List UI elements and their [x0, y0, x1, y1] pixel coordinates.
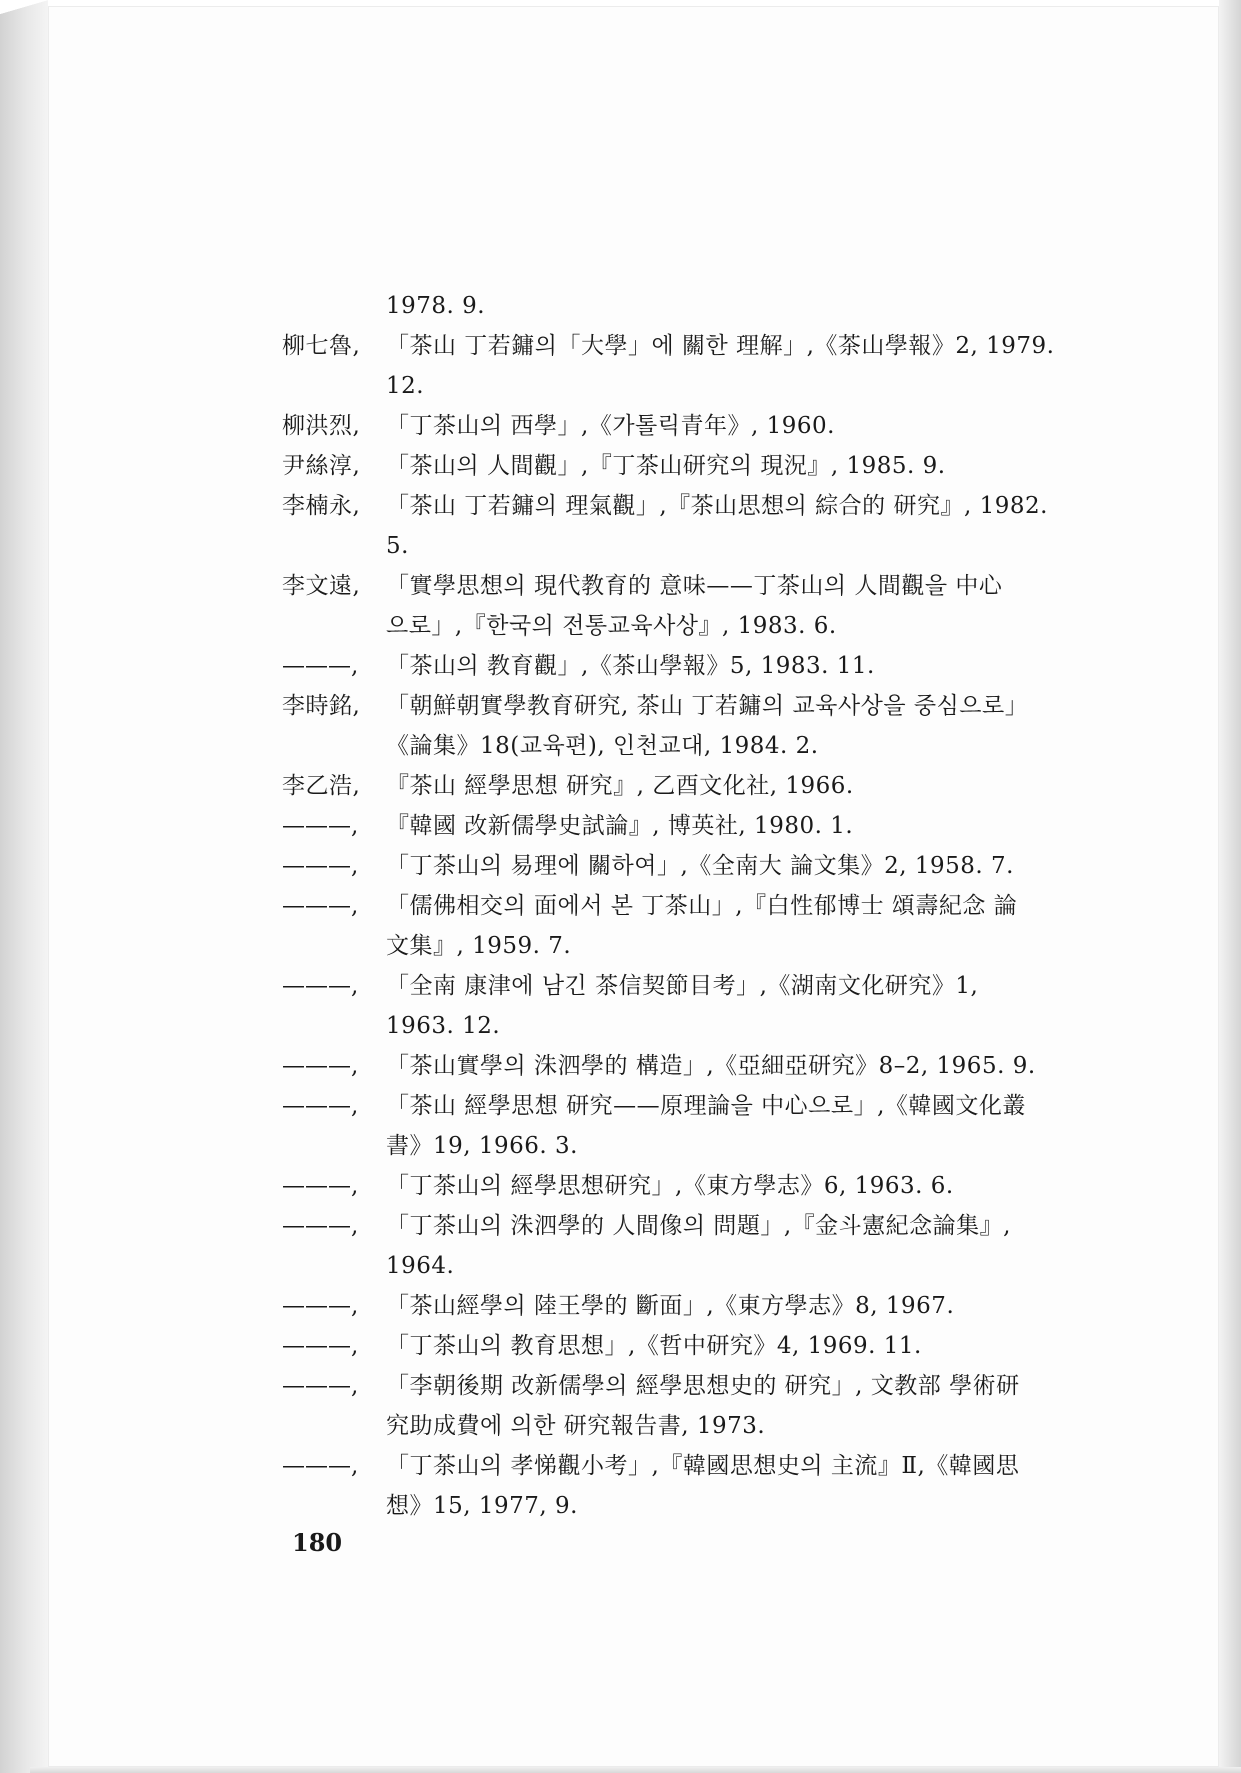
entry-author: ———,	[282, 1213, 359, 1239]
entry-citation: 「茶山實學의 洙泗學的 構造」,《亞細亞研究》8–2, 1965. 9.	[386, 1053, 1036, 1079]
page-number: 180	[292, 1528, 343, 1557]
bibliography-entry	[282, 286, 1082, 326]
book-spine-edge	[0, 0, 48, 1773]
entry-author: ———,	[282, 813, 359, 839]
bibliography-entry	[282, 766, 1082, 806]
entry-author: ———,	[282, 1293, 359, 1319]
entry-author: ———,	[282, 1333, 359, 1359]
bibliography-entry	[282, 646, 1082, 686]
entry-author: 柳洪烈,	[282, 413, 361, 439]
entry-citation: 「丁茶山의 易理에 關하여」,《全南大 論文集》2, 1958. 7.	[386, 853, 1014, 879]
entry-citation: 「茶山 丁若鏞의「大學」에 關한 理解」,《茶山學報》2, 1979. 12.	[386, 333, 1055, 399]
bibliography-entry	[282, 686, 1082, 766]
entry-citation: 「茶山의 教育觀」,《茶山學報》5, 1983. 11.	[386, 653, 875, 679]
entry-author: 柳七魯,	[282, 333, 361, 359]
entry-citation: 「茶山 經學思想 研究——原理論을 中心으로」,《韓國文化叢 書》19, 1966. 3.	[386, 1093, 1026, 1159]
bibliography-entry	[282, 486, 1082, 566]
entry-author: 李楠永,	[282, 493, 361, 519]
entry-author: ———,	[282, 1093, 359, 1119]
bibliography-list	[282, 286, 1082, 1526]
entry-author: 尹絲淳,	[282, 453, 361, 479]
entry-author: ———,	[282, 1373, 359, 1399]
entry-author: ———,	[282, 653, 359, 679]
entry-citation: 「茶山의 人間觀」,『丁茶山研究의 現況』, 1985. 9.	[386, 453, 946, 479]
entry-citation: 1978. 9.	[386, 293, 486, 319]
entry-citation: 『茶山 經學思想 研究』, 乙酉文化社, 1966.	[386, 773, 854, 799]
book-right-edge	[1219, 0, 1241, 1773]
bibliography-entry	[282, 566, 1082, 646]
bibliography-entry	[282, 1206, 1082, 1286]
entry-author: ———,	[282, 853, 359, 879]
bibliography-entry	[282, 846, 1082, 886]
bibliography-entry	[282, 1326, 1082, 1366]
entry-citation: 「儒佛相交의 面에서 본 丁茶山」,『白性郁博士 頌壽紀念 論 文集』, 1959. 7.	[386, 893, 1018, 959]
entry-citation: 「茶山 丁若鏞의 理氣觀」,『茶山思想의 綜合的 研究』, 1982. 5.	[386, 493, 1048, 559]
book-spine-corner	[0, 0, 48, 14]
entry-citation: 「朝鮮朝實學教育研究, 茶山 丁若鏞의 교육사상을 중심으로」 《論集》18(교육편), 인천교대, 1984. 2.	[386, 693, 1029, 759]
entry-citation: 「茶山經學의 陸王學的 斷面」,《東方學志》8, 1967.	[386, 1293, 955, 1319]
entry-author: 李乙浩,	[282, 773, 361, 799]
bibliography-entry	[282, 406, 1082, 446]
entry-author: 李時銘,	[282, 693, 361, 719]
entry-citation: 「李朝後期 改新儒學의 經學思想史的 研究」, 文教部 學術研 究助成費에 의한 研究報告書, 1973.	[386, 1373, 1020, 1439]
entry-citation: 「丁茶山의 經學思想研究」,《東方學志》6, 1963. 6.	[386, 1173, 954, 1199]
entry-citation: 「丁茶山의 教育思想」,《哲中研究》4, 1969. 11.	[386, 1333, 922, 1359]
bibliography-entry	[282, 966, 1082, 1046]
entry-author: ———,	[282, 1453, 359, 1479]
bibliography-entry	[282, 1166, 1082, 1206]
bibliography-entry	[282, 806, 1082, 846]
entry-author: ———,	[282, 1173, 359, 1199]
book-bottom-edge	[30, 1767, 1241, 1773]
entry-citation: 『韓國 改新儒學史試論』, 博英社, 1980. 1.	[386, 813, 854, 839]
bibliography-entry	[282, 1286, 1082, 1326]
entry-author: ———,	[282, 1053, 359, 1079]
bibliography-entry	[282, 446, 1082, 486]
entry-author: ———,	[282, 973, 359, 999]
bibliography-entry	[282, 1086, 1082, 1166]
entry-citation: 「丁茶山의 洙泗學的 人間像의 問題」,『金斗憲紀念論集』, 1964.	[386, 1213, 1011, 1279]
entry-author: ———,	[282, 893, 359, 919]
entry-author: 李文遠,	[282, 573, 361, 599]
entry-citation: 「丁茶山의 西學」,《가톨릭青年》, 1960.	[386, 413, 835, 439]
bibliography-entry	[282, 1446, 1082, 1526]
bibliography-entry	[282, 1366, 1082, 1446]
entry-citation: 「全南 康津에 남긴 茶信契節目考」,《湖南文化研究》1, 1963. 12.	[386, 973, 979, 1039]
bibliography-entry	[282, 886, 1082, 966]
bibliography-entry	[282, 1046, 1082, 1086]
bibliography-entry	[282, 326, 1082, 406]
entry-citation: 「丁茶山의 孝悌觀小考」,『韓國思想史의 主流』Ⅱ,《韓國思 想》15, 1977, 9.	[386, 1453, 1020, 1519]
entry-citation: 「實學思想의 現代教育的 意味——丁茶山의 人間觀을 中心 으로」,『한국의 전통교육사상』, 1983. 6.	[386, 573, 1003, 639]
